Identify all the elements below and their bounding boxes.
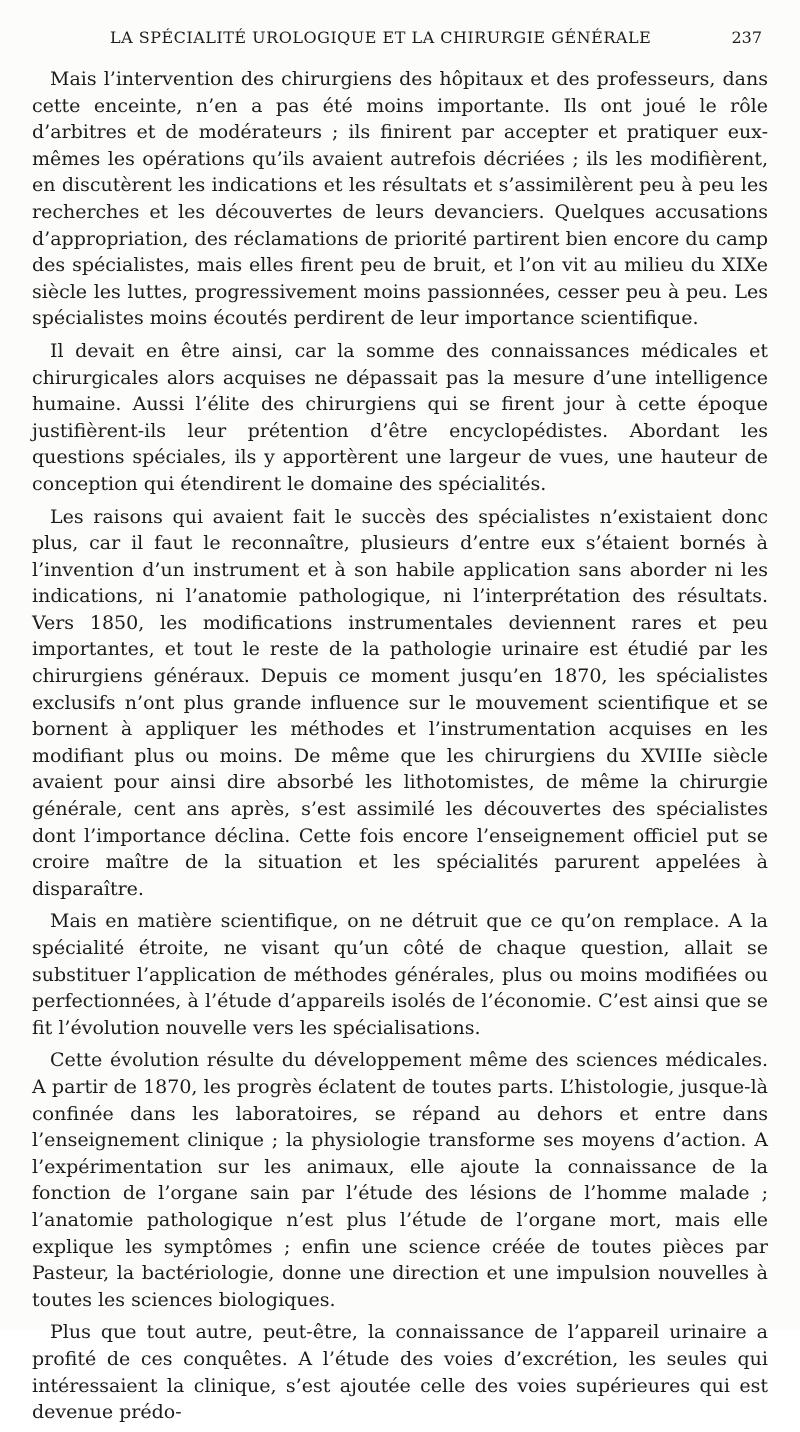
paragraph: Mais en matière scientifique, on ne détruit que ce qu’on remplace. A la spécialité étroite, ne visant qu’un côté de chaque question, allait se substituer l’application de méthodes générales, plus ou moins modifiées ou perfectionnées, à l’étude d’appareils isolés de l’économie. C’est ainsi que se fit l’évolution nouvelle vers les spécialisations. (32, 910, 768, 1039)
page-number: 237 (731, 28, 762, 47)
paragraph: Cette évolution résulte du développement même des sciences médicales. A partir de 1870, les progrès éclatent de toutes parts. L’histologie, jusque-là confinée dans les laboratoires, se répand au dehors et entre dans l’enseignement clinique ; la physiologie transforme ses moyens d’action. A l’expérimentation sur les animaux, elle ajoute la connaissance de la fonction de l’organe sain par l’étude des lésions de l’homme malade ; l’anatomie pathologique n’est plus l’étude de l’organe mort, mais elle explique les symptômes ; enfin une science créée de toutes pièces par Pasteur, la bactériologie, donne une direction et une impulsion nouvelles à toutes les sciences biologiques. (32, 1049, 768, 1311)
paragraph: Les raisons qui avaient fait le succès des spécialistes n’existaient donc plus, car il faut le reconnaître, plusieurs d’entre eux s’étaient bornés à l’invention d’un instrument et à son habile application sans aborder ni les indications, ni l’anatomie pathologique, ni l’interprétation des résultats. Vers 1850, les modifications instrumentales deviennent rares et peu importantes, et tout le reste de la pathologie urinaire est étudié par les chirurgiens généraux. Depuis ce moment jusqu’en 1870, les spécialistes exclusifs n’ont plus grande influence sur le mouvement scientifique et se bornent à appliquer les méthodes et l’instrumentation acquises en les modifiant plus ou moins. De même que les chirurgiens du XVIIIe siècle avaient pour ainsi dire absorbé les lithotomistes, de même la chirurgie générale, cent ans après, s’est assimilé les découvertes des spécialistes dont l’importance déclina. Cette fois encore l’enseignement officiel put se croire maître de la situation et les spécialités parurent appelées à disparaître. (32, 505, 768, 900)
body-text (32, 66, 768, 1432)
paragraph: Il devait en être ainsi, car la somme des connaissances médicales et chirurgicales alors acquises ne dépassait pas la mesure d’une intelligence humaine. Aussi l’élite des chirurgiens qui se firent jour à cette époque justifièrent-ils leur prétention d’être encyclopédistes. Abordant les questions spéciales, ils y apportèrent une largeur de vues, une hauteur de conception qui étendirent le domaine des spécialités. (32, 339, 768, 495)
page-header (40, 28, 770, 54)
paragraph: Mais l’intervention des chirurgiens des hôpitaux et des professeurs, dans cette enceinte, n’en a pas été moins importante. Ils ont joué le rôle d’arbitres et de modérateurs ; ils finirent par accepter et pratiquer eux-mêmes les opérations qu’ils avaient autrefois décriées ; ils les modifièrent, en discutèrent les indications et les résultats et s’assimilèrent peu à peu les recherches et les découvertes de leurs devanciers. Quelques accusations d’appropriation, des réclamations de priorité partirent bien encore du camp des spécialistes, mais elles firent peu de bruit, et l’on vit au milieu du XIXe siècle les luttes, progressivement moins passionnées, cesser peu à peu. Les spécialistes moins écoutés perdirent de leur importance scientifique. (32, 68, 768, 330)
running-head: LA SPÉCIALITÉ UROLOGIQUE ET LA CHIRURGIE GÉNÉRALE (110, 28, 652, 47)
paragraph: Plus que tout autre, peut-être, la connaissance de l’appareil urinaire a profité de ces conquêtes. A l’étude des voies d’excrétion, les seules qui intéressaient la clinique, s’est ajoutée celle des voies supérieures qui est devenue prédo- (32, 1321, 768, 1424)
